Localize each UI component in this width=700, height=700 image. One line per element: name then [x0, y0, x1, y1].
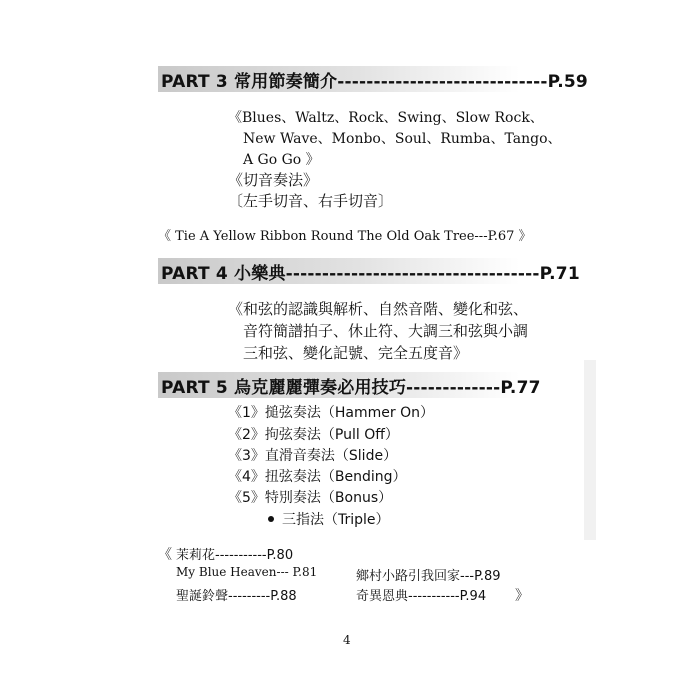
part3-heading: PART 3 常用節奏簡介-----------------------------P.59 [161, 71, 588, 92]
scan-artifact [584, 360, 596, 540]
songs-open-bracket: 《 [158, 547, 172, 563]
part3-rhythms-line-3: A Go Go 》 [243, 152, 320, 168]
song-left-2: My Blue Heaven--- P.81 [176, 565, 318, 579]
page-number: 4 [343, 633, 351, 647]
songs-close-bracket: 》 [515, 588, 529, 604]
part4-line-3: 三和弦、變化記號、完全五度音》 [243, 344, 469, 362]
part4-line-1: 《和弦的認識與解析、自然音階、變化和弦、 [228, 300, 529, 318]
part5-sub-item [268, 509, 390, 529]
part3-heading-bar [158, 66, 588, 92]
part3-mute-types: 〔左手切音、右手切音〕 [228, 192, 394, 210]
part4-heading-bar [158, 258, 580, 284]
part5-heading-bar [158, 372, 541, 398]
part3-song: 《 Tie A Yellow Ribbon Round The Old Oak Tree---P.67 》 [158, 229, 532, 244]
song-right-2: 奇異恩典-----------P.94 [356, 589, 487, 604]
part5-item-5: 《5》特別奏法（Bonus） [228, 490, 393, 506]
bullet-icon [268, 516, 274, 522]
part3-rhythms-line-1: 《Blues、Waltz、Rock、Swing、Slow Rock、 [228, 110, 544, 126]
part5-item-3: 《3》直滑音奏法（Slide） [228, 448, 398, 464]
song-left-3: 聖誕鈴聲---------P.88 [176, 589, 297, 604]
song-left-1: 茉莉花-----------P.80 [176, 548, 294, 563]
part5-item-4: 《4》扭弦奏法（Bending） [228, 469, 407, 485]
part4-line-2: 音符簡譜拍子、休止符、大調三和弦與小調 [243, 322, 529, 340]
part3-mute-technique: 《切音奏法》 [228, 171, 319, 189]
song-right-1: 鄉村小路引我回家---P.89 [356, 569, 501, 584]
part5-heading: PART 5 烏克麗麗彈奏必用技巧-------------P.77 [161, 377, 541, 398]
part5-item-2: 《2》拘弦奏法（Pull Off） [228, 427, 399, 443]
part3-rhythms-line-2: New Wave、Monbo、Soul、Rumba、Tango、 [243, 131, 562, 147]
part5-sub-item-label: 三指法（Triple） [282, 512, 390, 528]
part5-item-1: 《1》搥弦奏法（Hammer On） [228, 405, 435, 421]
part4-heading: PART 4 小樂典-----------------------------------P.71 [161, 263, 580, 284]
